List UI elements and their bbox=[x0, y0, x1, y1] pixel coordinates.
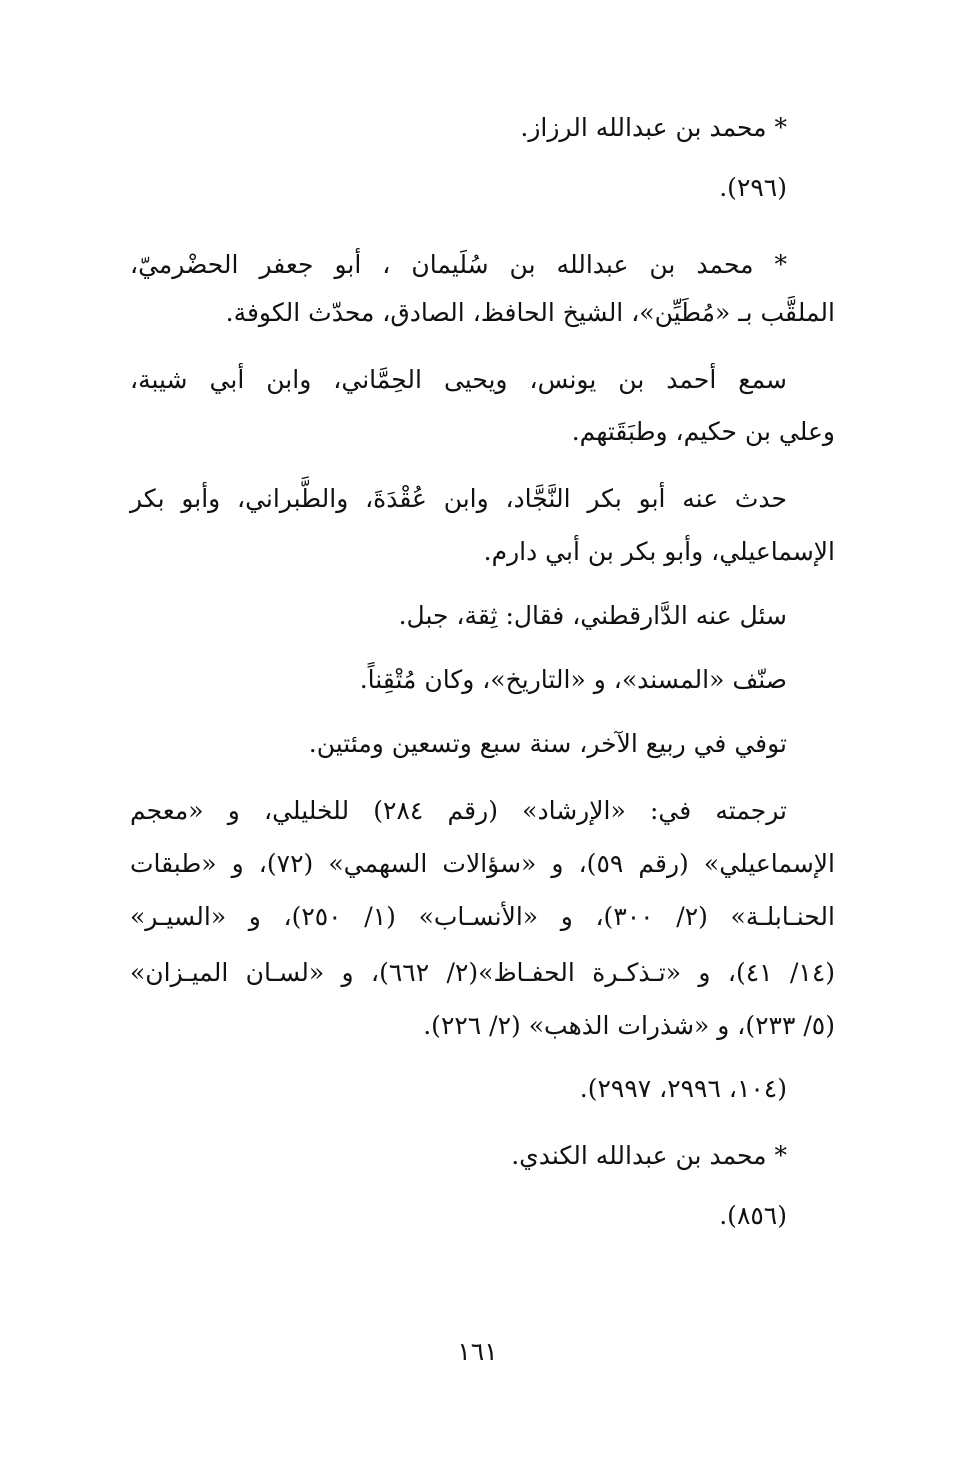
body-line: الإسماعيلي، وأبو بكر بن أبي دارم. bbox=[483, 537, 835, 566]
entry-heading-mutayyin: * محمد بن عبدالله بن سُلَيمان ، أبو جعفر الحضْرميّ، bbox=[130, 250, 787, 279]
citation-line: (١٤/ ٤١)، و «تـذكـرة الحفـاظ»(٢/ ٦٦٢)، و «لسـان الميـزان» bbox=[130, 958, 836, 987]
citation-line: الحنـابلـة» (٢/ ٣٠٠)، و «الأنسـاب» (١/ ٢٥٠)، و «السيـر» bbox=[130, 902, 835, 931]
citation-line: الإسماعيلي» (رقم ٥٩)، و «سؤالات السهمي» (٧٢)، و «طبقات bbox=[130, 849, 836, 878]
body-line: وعلي بن حكيم، وطبَقَتهم. bbox=[571, 417, 835, 446]
body-line: سمع أحمد بن يونس، ويحيى الحِمَّاني، وابن أبي شيبة، bbox=[130, 365, 787, 394]
body-line: الملقَّب بـ «مُطَيِّن»، الشيخ الحافظ، الصادق، محدّث الكوفة. bbox=[225, 298, 835, 327]
body-line: صنّف «المسند»، و «التاريخ»، وكان مُتْقِناً. bbox=[359, 665, 787, 694]
citation-line: ترجمته في: «الإرشاد» (رقم ٢٨٤) للخليلي، و «معجم bbox=[130, 796, 787, 825]
body-line: توفي في ربيع الآخر، سنة سبع وتسعين ومئتين. bbox=[308, 729, 787, 758]
citation-line: (٥/ ٢٣٣)، و «شذرات الذهب» (٢/ ٢٢٦). bbox=[423, 1011, 835, 1040]
body-line: حدث عنه أبو بكر النَّجَّاد، وابن عُقْدَةَ، والطَّبراني، وأبو بكر bbox=[130, 484, 787, 513]
reference-number: (٨٥٦). bbox=[719, 1201, 787, 1230]
entry-heading-al-razzaz: * محمد بن عبدالله الرزاز. bbox=[520, 113, 787, 142]
reference-number: (٢٩٦). bbox=[719, 173, 787, 202]
body-line: سئل عنه الدَّارقطني، فقال: ثِقة، جبل. bbox=[398, 601, 787, 630]
page-number: ١٦١ bbox=[457, 1337, 498, 1366]
entry-heading-al-kindi: * محمد بن عبدالله الكندي. bbox=[511, 1141, 787, 1170]
reference-number: (١٠٤، ٢٩٩٦، ٢٩٩٧). bbox=[579, 1074, 787, 1103]
